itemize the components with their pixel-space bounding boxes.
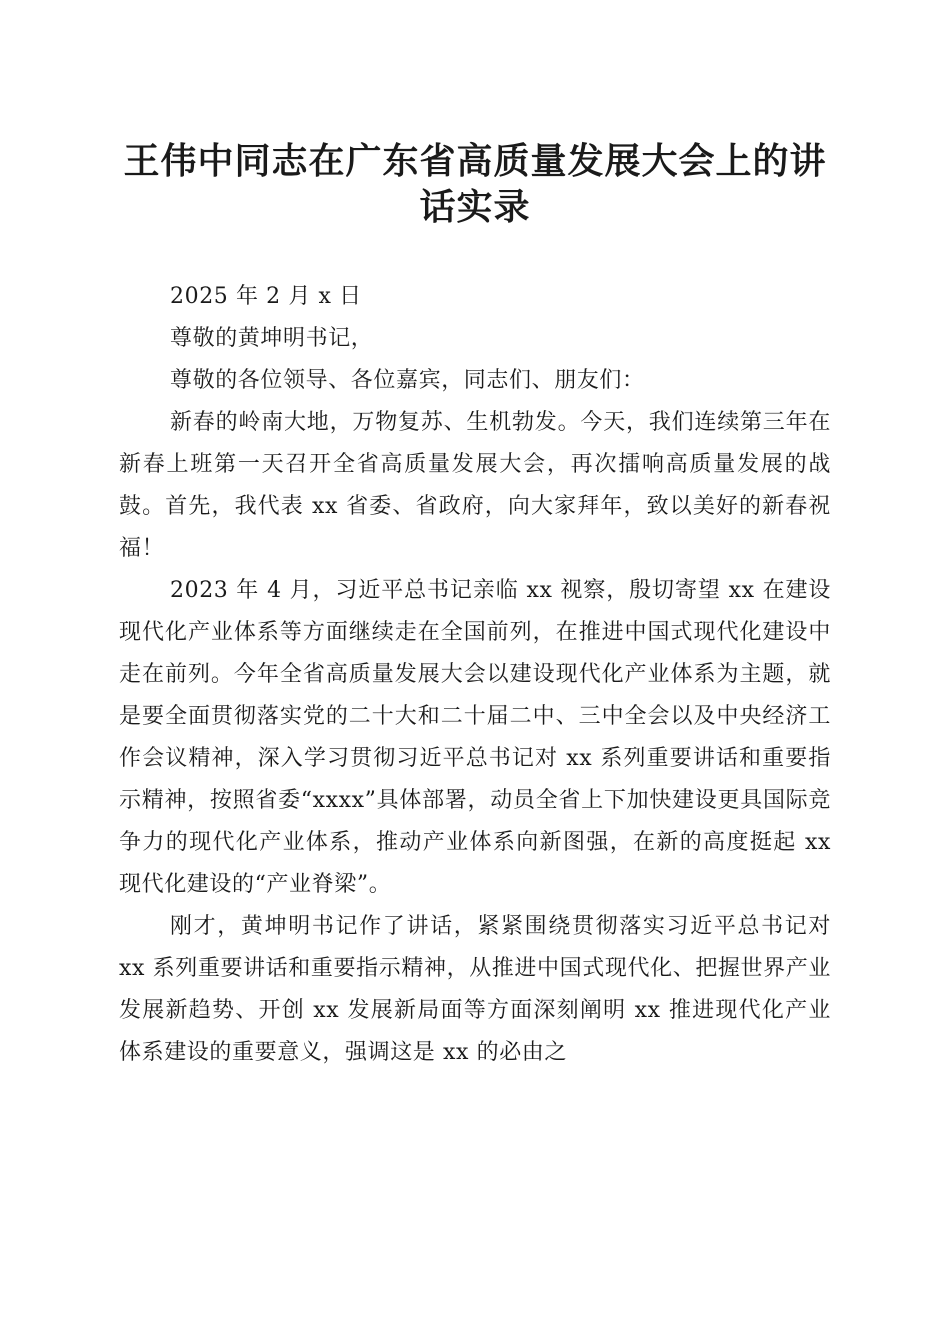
- body-paragraph: 2023 年 4 月，习近平总书记亲临 xx 视察，殷切寄望 xx 在建设现代化产业体系等方面继续走在全国前列，在推进中国式现代化建设中走在前列。今年全省高质量发展大会以建设现代化产业体系为主题，就是要全面贯彻落实党的二十大和二十届二中、三中全会以及中央经济工作会议精神，深入学习贯彻习近平总书记对 xx 系列重要讲话和重要指示精神，按照省委“xxxx”具体部署，动员全省上下加快建设更具国际竞争力的现代化产业体系，推动产业体系向新图强，在新的高度挺起 xx 现代化建设的“产业脊梁”。: [119, 578, 831, 897]
- body-paragraph: 新春的岭南大地，万物复苏、生机勃发。今天，我们连续第三年在新春上班第一天召开全省高质量发展大会，再次擂响高质量发展的战鼓。首先，我代表 xx 省委、省政府，向大家拜年，致以美好的新春祝福！: [119, 410, 831, 561]
- salutation-line: 尊敬的黄坤明书记，: [170, 326, 374, 351]
- date-line: 2025 年 2 月 x 日: [170, 284, 362, 309]
- body-paragraph: 刚才，黄坤明书记作了讲话，紧紧围绕贯彻落实习近平总书记对 xx 系列重要讲话和重要指示精神，从推进中国式现代化、把握世界产业发展新趋势、开创 xx 发展新局面等方面深刻阐明 xx 推进现代化产业体系建设的重要意义，强调这是 xx 的必由之: [119, 914, 831, 1065]
- document-title: 王伟中同志在广东省高质量发展大会上的讲话实录: [123, 140, 827, 228]
- salutation-line: 尊敬的各位领导、各位嘉宾，同志们、朋友们：: [170, 368, 645, 393]
- document-body: [119, 276, 831, 1074]
